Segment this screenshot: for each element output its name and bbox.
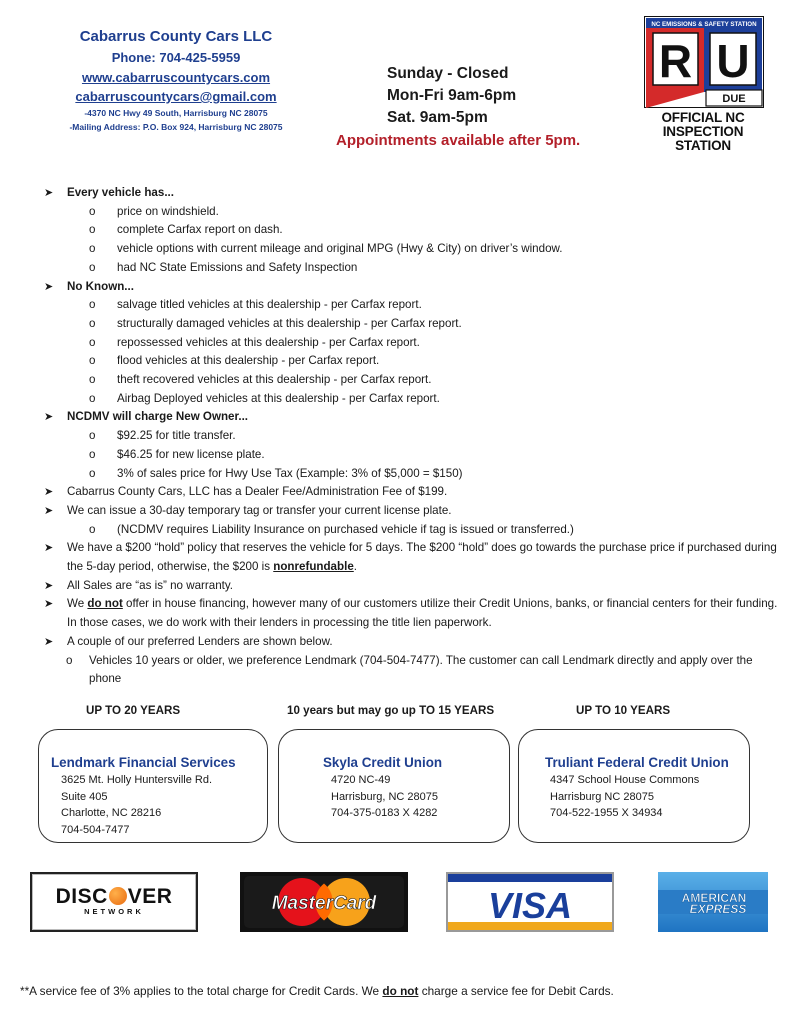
lender-phone: 704-504-7477 [61,823,130,836]
inspection-caption [640,111,766,153]
lender-address-line: 4347 School House Commons [550,774,700,786]
arrow-bullet-icon: ➤ [44,635,54,648]
inspection-station-logo [644,16,764,108]
arrow-bullet-icon: ➤ [44,486,54,499]
as-is-text: All Sales are “as is” no warranty. [67,578,234,592]
inspection-caption-line-3: STATION [675,138,731,153]
list-subitem: o repossessed vehicles at this dealership - per Carfax report. [44,334,784,353]
arrow-bullet-icon: ➤ [44,280,54,293]
do-not-emphasis: do not [87,597,123,611]
list-item [44,633,784,652]
section-heading: No Known... [67,279,134,293]
temp-tag-text: We can issue a 30-day temporary tag or transfer your current license plate. [67,503,452,517]
website-link[interactable]: www.cabarruscountycars.com [81,70,271,85]
section-heading: NCDMV will charge New Owner... [67,410,249,424]
list-subitem: o Airbag Deployed vehicles at this dealership - per Carfax report. [44,390,784,409]
lender-card-skyla [278,729,510,843]
list-subitem: o theft recovered vehicles at this dealership - per Carfax report. [44,371,784,390]
lender-name: Truliant Federal Credit Union [545,755,729,770]
business-hours [336,63,608,153]
arrow-bullet-icon: ➤ [44,411,54,424]
inspection-caption-line-1: OFFICIAL NC [661,110,745,125]
list-subitem: o complete Carfax report on dash. [44,221,784,240]
amex-logo-icon [658,872,768,932]
circle-bullet-icon: o [89,335,96,349]
company-info [40,26,312,134]
visa-card-logo [446,872,614,932]
street-address: -4370 NC Hwy 49 South, Harrisburg NC 28075 [84,108,268,118]
list-item [44,278,784,297]
section-heading: Every vehicle has... [67,186,174,199]
visa-logo-icon [448,874,612,930]
list-item [44,539,784,576]
appointments-note: Appointments available after 5pm. [336,132,581,149]
do-not-emphasis: do not [382,984,419,998]
circle-bullet-icon: o [89,522,96,536]
lender-term-label: UP TO 20 YEARS [86,704,181,717]
list-subitem: o had NC State Emissions and Safety Inspection [44,259,784,278]
logo-letter-u: U [716,35,750,87]
discover-network-text: NETWORK [84,907,144,916]
arrow-bullet-icon: ➤ [44,598,54,611]
circle-bullet-icon: o [89,429,96,443]
circle-bullet-icon: o [89,260,96,274]
arrow-bullet-icon: ➤ [44,187,54,199]
mastercard-logo [240,872,408,932]
amex-card-logo [658,872,768,932]
logo-letter-r: R [658,35,693,87]
circle-bullet-icon: o [89,466,96,480]
policy-list [44,184,784,689]
amex-line-2: EXPRESS [689,902,747,916]
logo-top-text: NC EMISSIONS & SAFETY STATION [651,21,757,28]
lender-name: Skyla Credit Union [323,755,443,770]
lender-address-line: Harrisburg, NC 28075 [331,790,438,803]
arrow-bullet-icon: ➤ [44,579,54,592]
list-item [44,577,784,596]
lender-name: Lendmark Financial Services [51,755,236,770]
circle-bullet-icon: o [89,373,96,387]
lender-address-line: Suite 405 [61,790,108,803]
lender-card-truliant [518,729,750,843]
credit-card-footnote: **A service fee of 3% applies to the total charge for Credit Cards. We do not charge a service fee for Debit Cards. [20,984,614,998]
company-phone: Phone: 704-425-5959 [111,50,241,65]
financing-text: We do not offer in house financing, however many of our customers utilize their Credit Unions, banks, or financial centers for their funding. In those cases, we do work with their lenders in processing the title lien paperwork. [67,597,778,630]
circle-bullet-icon: o [89,391,96,405]
lender-address-line: 4720 NC-49 [331,774,391,786]
list-subitem: o vehicle options with current mileage and original MPG (Hwy & City) on driver’s window. [44,240,784,259]
lender-address-line: 3625 Mt. Holly Huntersville Rd. [61,774,213,786]
circle-bullet-icon: o [89,204,96,218]
list-item [44,408,784,427]
circle-bullet-icon: o [89,447,96,461]
circle-bullet-icon: o [66,653,73,667]
amex-line-1: AMERICAN [681,891,747,905]
list-subitem: o flood vehicles at this dealership - per Carfax report. [44,352,784,371]
list-subitem: o 3% of sales price for Hwy Use Tax (Example: 3% of $5,000 = $150) [44,465,784,484]
mailing-address: -Mailing Address: P.O. Box 924, Harrisburg NC 28075 [69,122,283,132]
lender-term-label: UP TO 10 YEARS [576,704,671,717]
mastercard-circles-icon [244,876,404,928]
list-subitem: o $92.25 for title transfer. [44,427,784,446]
inspection-caption-line-2: INSPECTION [662,124,744,139]
list-subitem: o price on windshield. [44,203,784,222]
circle-bullet-icon: o [89,316,96,330]
mastercard-text: MasterCard [271,893,377,914]
list-subitem: o $46.25 for new license plate. [44,446,784,465]
lender-phone: 704-375-0183 X 4282 [331,807,438,819]
lender-address-line: Charlotte, NC 28216 [61,807,162,819]
lenders-intro-text: A couple of our preferred Lenders are shown below. [67,634,333,648]
list-item [44,595,784,632]
list-item [44,502,784,521]
lender-phone: 704-522-1955 X 34934 [550,807,663,819]
company-name: Cabarrus County Cars LLC [79,28,273,45]
list-subitem: o (NCDMV requires Liability Insurance on purchased vehicle if tag is issued or transferred.) [44,521,784,540]
arrow-bullet-icon: ➤ [44,504,54,517]
visa-text: VISA [487,885,573,926]
dealer-fee-text: Cabarrus County Cars, LLC has a Dealer Fee/Administration Fee of $199. [67,485,448,499]
email-link[interactable]: cabarruscountycars@gmail.com [75,89,277,104]
hold-policy-text: We have a $200 “hold” policy that reserves the vehicle for 5 days. The $200 “hold” does go towards the purchase price if purchased during the 5-day period, otherwise, the $200 is nonrefundable. [67,541,777,574]
list-item [44,184,784,203]
circle-bullet-icon: o [89,223,96,237]
arrow-bullet-icon: ➤ [44,542,54,555]
hours-sunday: Sunday - Closed [387,65,509,82]
logo-due-text: DUE [722,93,746,105]
lender-card-lendmark [38,729,268,843]
list-subitem: o structurally damaged vehicles at this dealership - per Carfax report. [44,315,784,334]
circle-bullet-icon: o [89,354,96,368]
circle-bullet-icon: o [89,298,96,312]
lender-address-line: Harrisburg NC 28075 [550,790,654,803]
lender-term-label: 10 years but may go up TO 15 YEARS [287,704,495,717]
list-subitem: o Vehicles 10 years or older, we preference Lendmark (704-504-7477). The customer can call Lendmark directly and apply over the phone [66,653,753,686]
hours-weekdays: Mon-Fri 9am-6pm [387,87,517,104]
nonrefundable-emphasis: nonrefundable [273,560,354,574]
list-subitem: o salvage titled vehicles at this dealership - per Carfax report. [44,296,784,315]
discover-card-logo: DISC VER NETWORK [30,872,198,932]
hours-saturday: Sat. 9am-5pm [387,109,488,126]
discover-orange-o-icon [109,887,127,905]
circle-bullet-icon: o [89,242,96,256]
list-item [44,483,784,502]
